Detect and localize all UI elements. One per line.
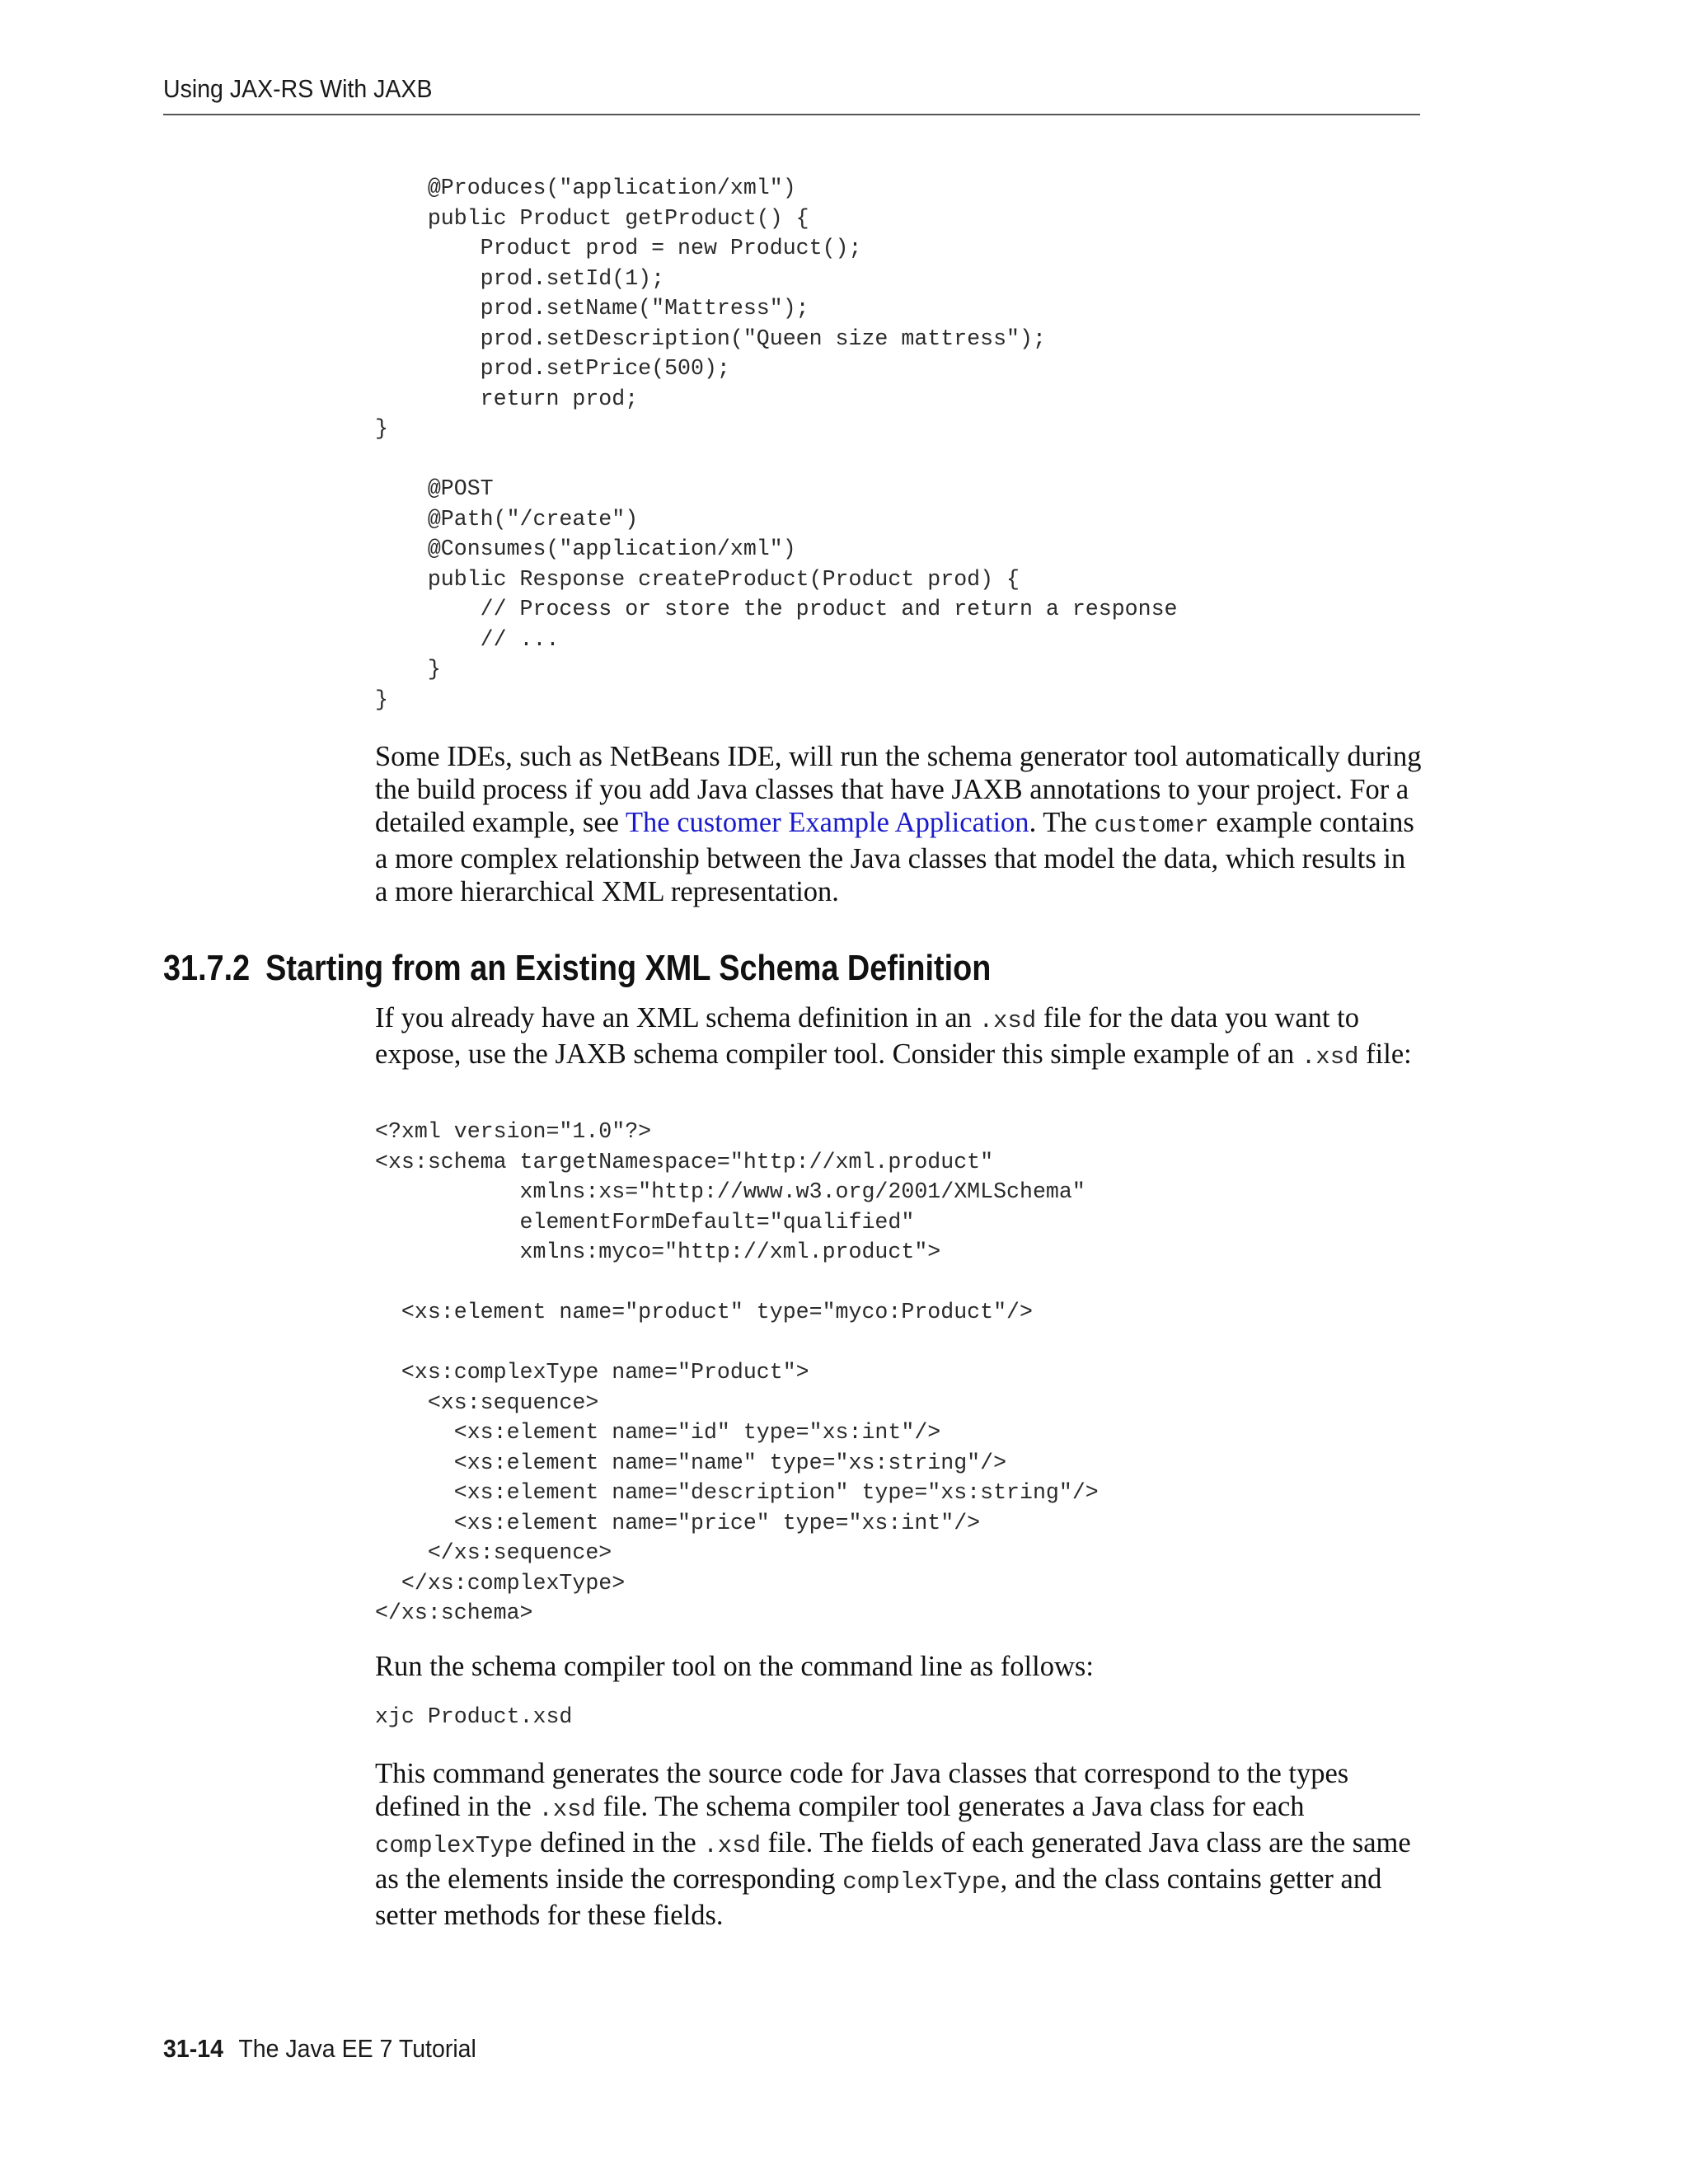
code-line: <xs:element name="product" type="myco:Product"/>	[375, 1300, 1033, 1324]
code-line: // ...	[375, 626, 560, 652]
code-line: @POST	[375, 476, 494, 501]
inline-code-xsd: .xsd	[538, 1796, 596, 1823]
code-line: Product prod = new Product();	[375, 236, 862, 260]
code-line: prod.setName("Mattress");	[375, 296, 809, 321]
paragraph-existing-schema	[375, 1001, 1422, 1074]
inline-code-xsd: .xsd	[978, 1007, 1037, 1034]
code-line: }	[375, 687, 388, 712]
paragraph-generated-classes	[375, 1757, 1422, 1932]
code-line	[375, 1268, 1099, 1298]
code-line: public Product getProduct() {	[375, 205, 809, 231]
code-line: <xs:sequence>	[375, 1390, 599, 1415]
code-line: }	[375, 657, 441, 682]
code-line: <xs:element name="id" type="xs:int"/>	[375, 1420, 941, 1445]
text-span: file. The schema compiler tool generates a Java class for each	[595, 1791, 1305, 1822]
code-line: elementFormDefault="qualified"	[375, 1209, 915, 1235]
text-span: This command generates the source code for Java classes that correspond to the types defined in the	[375, 1758, 1349, 1822]
page-footer	[163, 2034, 476, 2064]
paragraph-schema-generator	[375, 740, 1422, 908]
text-span: file:	[1358, 1038, 1412, 1070]
inline-code-xsd: .xsd	[703, 1832, 761, 1859]
text-span: file for the data you want to expose, use the JAXB schema compiler tool. Consider this simple example of an	[375, 1002, 1360, 1070]
inline-code-complextype: complexType	[842, 1868, 1001, 1896]
inline-code-customer: customer	[1094, 812, 1209, 839]
code-line: <xs:element name="description" type="xs:string"/>	[375, 1480, 1099, 1505]
code-line: </xs:complexType>	[375, 1570, 626, 1596]
code-block-xml-schema	[375, 1117, 1099, 1629]
inline-code-xsd: .xsd	[1301, 1043, 1359, 1071]
text-span: defined in the	[532, 1827, 704, 1858]
paragraph-run-compiler: Run the schema compiler tool on the command line as follows:	[375, 1651, 1094, 1682]
section-title: Starting from an Existing XML Schema Definition	[265, 948, 992, 988]
code-line: <xs:element name="name" type="xs:string"/>	[375, 1450, 1007, 1475]
code-line: xmlns:myco="http://xml.product">	[375, 1240, 941, 1264]
book-title: The Java EE 7 Tutorial	[238, 2034, 476, 2063]
text-span: If you already have an XML schema definition in an	[375, 1002, 979, 1033]
text-span: Some IDEs, such as NetBeans IDE, will run the schema generator tool automatically during the build process if you add Java classes that have JAXB annotations to your project. For a detailed example, see	[375, 741, 1422, 838]
code-line: xmlns:xs="http://www.w3.org/2001/XMLSchema"	[375, 1179, 1085, 1204]
code-line: prod.setPrice(500);	[375, 356, 730, 381]
section-heading	[163, 948, 991, 989]
code-line: <xs:element name="price" type="xs:int"/>	[375, 1510, 981, 1535]
code-line	[375, 1328, 1099, 1358]
code-block-java-resource	[375, 173, 1178, 715]
code-line: </xs:sequence>	[375, 1540, 612, 1565]
text-span: example contains a more complex relationship between the Java classes that model the data, which results in a more hierarchical XML representation.	[375, 807, 1414, 907]
inline-code-complextype: complexType	[375, 1832, 533, 1859]
code-line	[375, 444, 1178, 475]
code-line: }	[375, 416, 388, 441]
code-line: prod.setId(1);	[375, 265, 665, 291]
code-line: // Process or store the product and return a response	[375, 597, 1178, 621]
text-span: file. The fields of each generated Java class are the same as the elements inside the corresponding	[375, 1827, 1411, 1895]
code-line: <xs:complexType name="Product">	[375, 1360, 809, 1385]
code-line: @Path("/create")	[375, 506, 639, 532]
code-line: <xs:schema targetNamespace="http://xml.product"	[375, 1149, 994, 1174]
code-line: return prod;	[375, 386, 639, 411]
code-line: @Consumes("application/xml")	[375, 537, 796, 561]
running-header: Using JAX-RS With JAXB	[163, 74, 433, 103]
text-span: , and the class contains getter and setter methods for these fields.	[375, 1863, 1382, 1931]
page-number: 31-14	[163, 2034, 223, 2063]
code-block-xjc-command	[375, 1702, 572, 1732]
customer-example-link[interactable]: The customer Example Application	[625, 807, 1029, 838]
code-line: prod.setDescription("Queen size mattress");	[375, 326, 1046, 351]
text-span: . The	[1029, 807, 1095, 838]
code-line: <?xml version="1.0"?>	[375, 1119, 652, 1144]
code-line: public Response createProduct(Product prod) {	[375, 566, 1020, 592]
code-line: xjc Product.xsd	[375, 1704, 573, 1729]
section-number: 31.7.2	[163, 948, 251, 988]
header-divider	[163, 114, 1420, 115]
code-line: </xs:schema>	[375, 1601, 533, 1625]
code-line: @Produces("application/xml")	[375, 176, 796, 200]
